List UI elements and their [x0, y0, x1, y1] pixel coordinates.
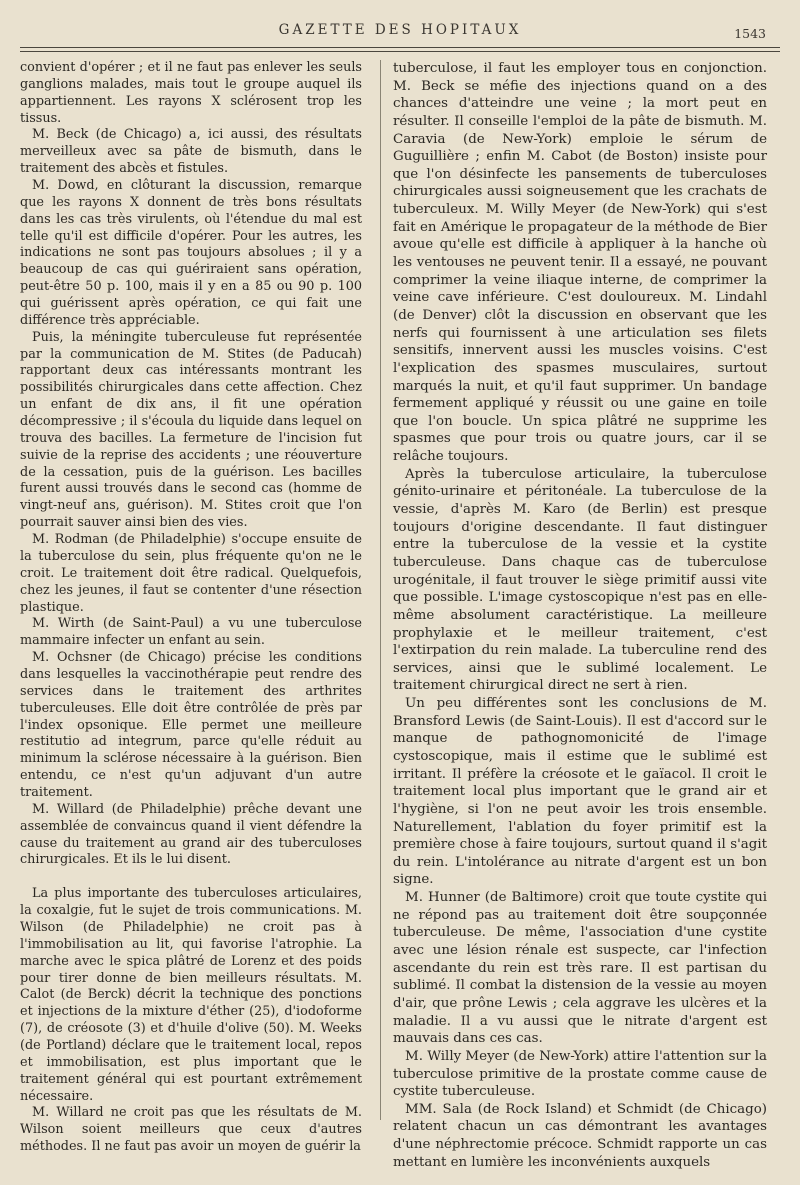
right-column: [393, 60, 767, 1171]
paragraph: M. Ochsner (de Chicago) précise les conditions dans lesquelles la vaccinothérapie peut rendre des services dans le traitement des arthrites tuberculeuses. Elle doit être contrôlée de près par l'index opsonique. Elle permet une meilleure restitutio ad integrum, parce qu'elle réduit au minimum la sclérose nécessaire à la guérison. Bien entendu, ce n'est qu'un adjuvant d'un autre traitement.: [20, 650, 362, 800]
paragraph: La plus importante des tuberculoses articulaires, la coxalgie, fut le sujet de trois communications. M. Wilson (de Philadelphie) ne croit pas à l'immobilisation au lit, qui favorise l'atrophie. La marche avec le spica plâtré de Lorenz et des poids pour tirer donne de bien meilleurs résultats. M. Calot (de Berck) décrit la technique des ponctions et injections de la mixture d'éther (25), d'iodoforme (7), de créosote (3) et d'huile d'olive (50). M. Weeks (de Portland) déclare que le traitement local, repos et immobilisation, est plus important que le traitement général qui est pourtant extrêmement nécessaire.: [20, 886, 362, 1104]
column-divider: [380, 60, 381, 1120]
paragraph: M. Rodman (de Philadelphie) s'occupe ensuite de la tuberculose du sein, plus fréquente qu'on ne le croit. Le traitement doit être radical. Quelquefois, chez les jeunes, il faut se contenter d'une résection plastique.: [20, 532, 362, 615]
paragraph: convient d'opérer ; et il ne faut pas enlever les seuls ganglions malades, mais tout le groupe auquel ils appartiennent. Les rayons X sclérosent trop les tissus.: [20, 60, 362, 126]
paragraph: M. Hunner (de Baltimore) croit que toute cystite qui ne répond pas au traitement doit être soupçonnée tuberculeuse. De même, l'association d'une cystite avec une lésion rénale est suspecte, car l'infection ascendante du rein est très rare. Il est partisan du sublimé. Il combat la distension de la vessie au moyen d'air, que prône Lewis ; cela aggrave les ulcères et la maladie. Il a vu aussi que le nitrate d'argent est mauvais dans ces cas.: [393, 890, 767, 1047]
header-rule: [20, 47, 780, 48]
paragraph: Un peu différentes sont les conclusions de M. Bransford Lewis (de Saint-Louis). Il est d'accord sur le manque de pathognomonicité de l'image cystoscopique, mais il estime que le sublimé est irritant. Il préfère la créosote et le gaïacol. Il croit le traitement local plus important que le grand air et l'hygiène, si l'on ne peut avoir les trois ensemble. Naturellement, l'ablation du foyer primitif est la première chose à faire toujours, surtout quand il s'agit du rein. L'intolérance au nitrate d'argent est un bon signe.: [393, 696, 767, 888]
paragraph: M. Dowd, en clôturant la discussion, remarque que les rayons X donnent de très bons résultats dans les cas très virulents, où l'étendue du mal est telle qu'il est difficile d'opérer. Pour les autres, les indications ne sont pas toujours absolues ; il y a beaucoup de cas qui guériraient sans opération, peut-être 50 p. 100, mais il y en a 85 ou 90 p. 100 qui guérissent après opération, ce qui fait une différence très appréciable.: [20, 178, 362, 328]
header-rule-thin: [20, 51, 780, 52]
page-header-title: GAZETTE DES HOPITAUX: [278, 22, 522, 38]
paragraph: Après la tuberculose articulaire, la tuberculose génito-urinaire et péritonéale. La tuberculose de la vessie, d'après M. Karo (de Berlin) est presque toujours d'origine descendante. Il faut distinguer entre la tuberculose de la vessie et la cystite tuberculeuse. Dans chaque cas de tuberculose urogénitale, il faut trouver le siège primitif aussi vite que possible. L'image cystoscopique n'est pas en elle-même absolument caractéristique. La meilleure prophylaxie et le meilleur traitement, c'est l'extirpation du rein malade. La tuberculine rend des services, ainsi que le sublimé localement. Le traitement chirurgical direct ne sert à rien.: [393, 466, 767, 694]
paragraph: M. Beck (de Chicago) a, ici aussi, des résultats merveilleux avec sa pâte de bismuth, dans le traitement des abcès et fistules.: [20, 127, 362, 177]
paragraph: M. Willard ne croit pas que les résultats de M. Wilson soient meilleurs que ceux d'autres méthodes. Il ne faut pas avoir un moyen de guérir la: [20, 1105, 362, 1155]
paragraph: M. Wirth (de Saint-Paul) a vu une tuberculose mammaire infecter un enfant au sein.: [20, 616, 362, 649]
page-number: 1543: [734, 26, 766, 41]
paragraph: tuberculose, il faut les employer tous en conjonction. M. Beck se méfie des injections quand on a des chances d'atteindre une veine ; la mort peut en résulter. Il conseille l'emploi de la pâte de bismuth. M. Caravia (de New-York) emploie le sérum de Guguillière ; enfin M. Cabot (de Boston) insiste pour que l'on désinfecte les pansements de tuberculoses chirurgicales aussi soigneusement que les crachats de tuberculeux. M. Willy Meyer (de New-York) qui s'est fait en Amérique le propagateur de la méthode de Bier avoue qu'elle est difficile à appliquer à la hanche où les ventouses ne peuvent tenir. Il a essayé, ne pouvant comprimer la veine iliaque interne, de comprimer la veine cave inférieure. C'est douloureux. M. Lindahl (de Denver) clôt la discussion en observant que les nerfs qui fournissent à une articulation ses filets sensitifs, innervent aussi les muscles voisins. C'est l'explication des spasmes musculaires, surtout marqués la nuit, et qu'il faut supprimer. Un bandage fermement appliqué y réussit ou une gaine en toile que l'on boucle. Un spica plâtré ne supprime les spasmes que pour trois ou quatre jours, car il se relâche toujours.: [393, 61, 767, 465]
paragraph: M. Willy Meyer (de New-York) attire l'attention sur la tuberculose primitive de la prostate comme cause de cystite tuberculeuse.: [393, 1048, 767, 1100]
paragraph: M. Willard (de Philadelphie) prêche devant une assemblée de convaincus quand il vient défendre la cause du traitement au grand air des tuberculoses chirurgicales. Et ils le lui disent.: [20, 801, 362, 868]
paragraph: MM. Sala (de Rock Island) et Schmidt (de Chicago) relatent chacun un cas démontrant les avantages d'une néphrectomie précoce. Schmidt rapporte un cas mettant en lumière les inconvénients auxquels: [393, 1101, 767, 1170]
left-column: [20, 60, 362, 1156]
paragraph: Puis, la méningite tuberculeuse fut représentée par la communication de M. Stites (de Paducah) rapportant deux cas intéressants montrant les possibilités chirurgicales dans cette affection. Chez un enfant de dix ans, il fit une opération décompressive ; il s'écoula du liquide dans lequel on trouva des bacilles. La fermeture de l'incision fut suivie de la reprise des accidents ; une réouverture de la cessation, puis de la guérison. Les bacilles furent aussi trouvés dans le second cas (homme de vingt-neuf ans, guérison). M. Stites croit que l'on pourrait sauver ainsi bien des vies.: [20, 329, 362, 531]
